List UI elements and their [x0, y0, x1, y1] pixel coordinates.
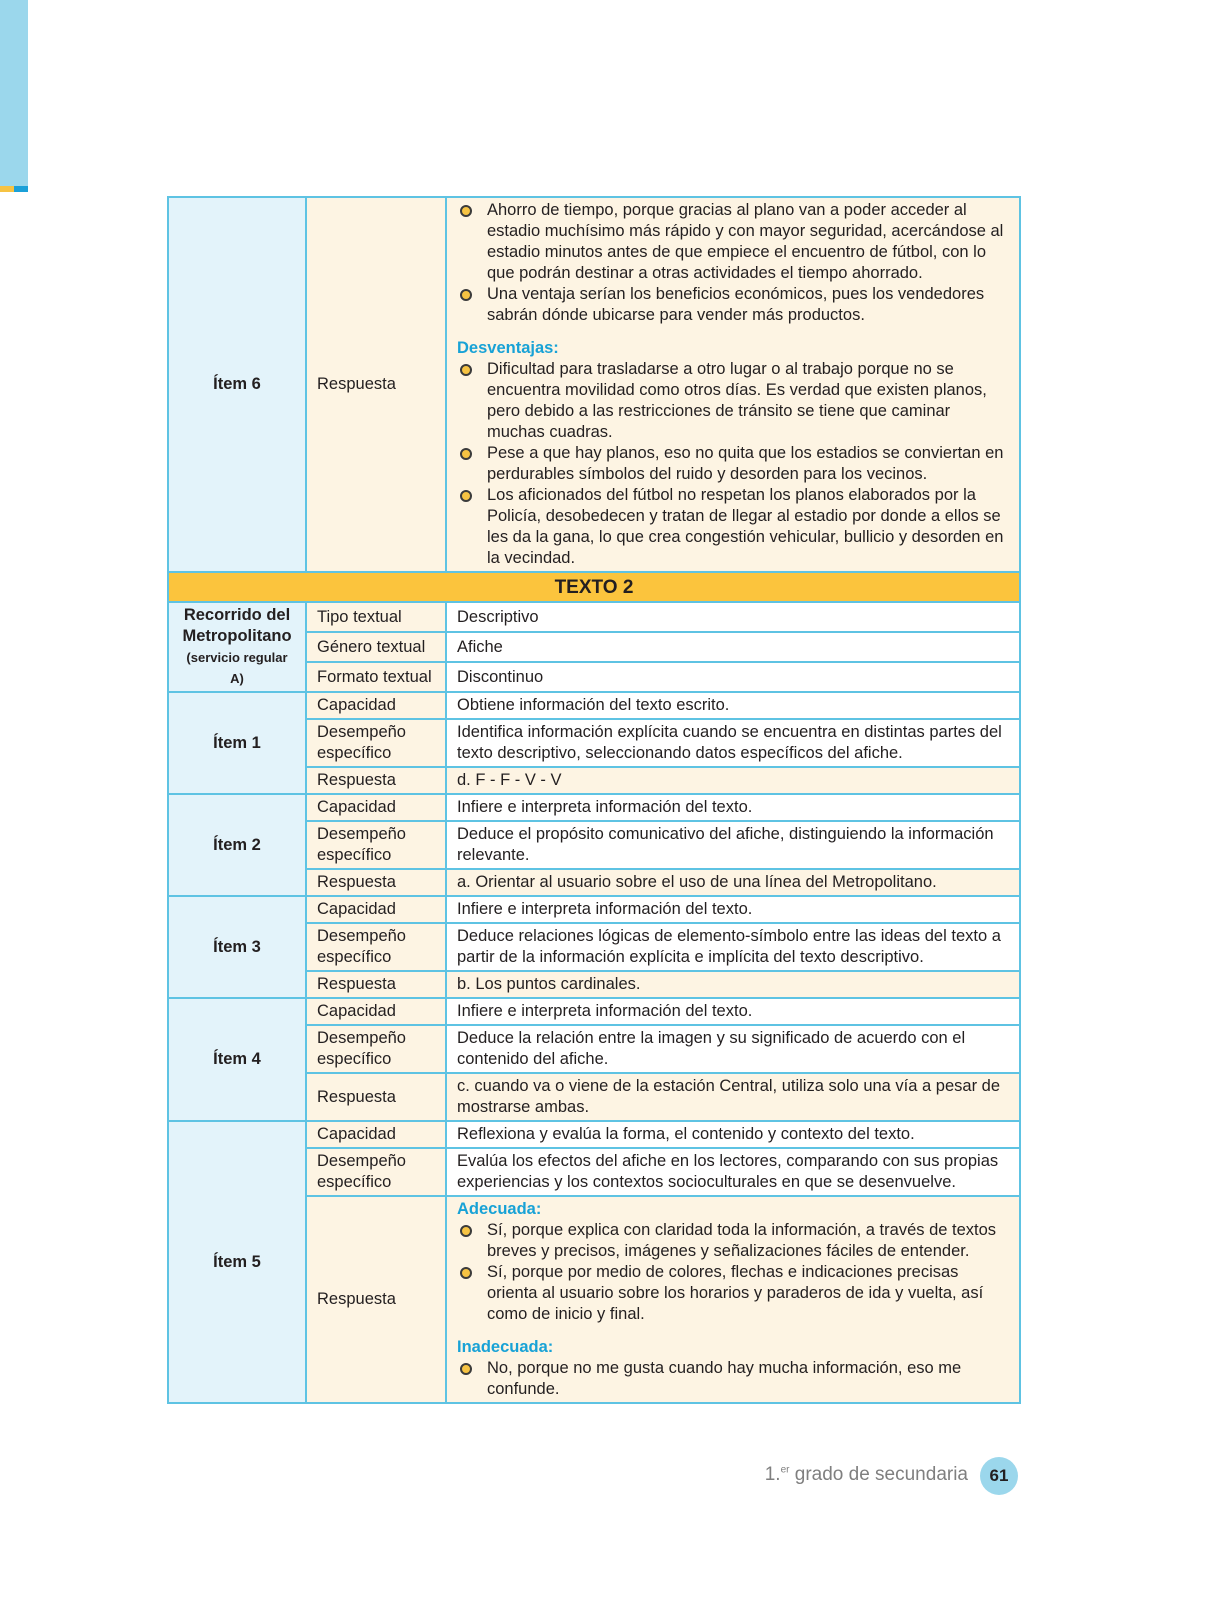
- bullet-icon: [460, 1267, 472, 1279]
- inadecuada-list: [457, 1358, 1009, 1400]
- list-item: Sí, porque por medio de colores, flechas e indicaciones precisas orienta al usuario sobre los horarios y paraderos de ida y vuelta, así como de inicio y final.: [457, 1262, 1009, 1325]
- item6-answer: [446, 197, 1020, 572]
- capacidad-value: Infiere e interpreta información del texto.: [446, 998, 1020, 1025]
- table-row: [168, 692, 1020, 719]
- adecuada-list: [457, 1220, 1009, 1325]
- capacidad-value: Reflexiona y evalúa la forma, el contenido y contexto del texto.: [446, 1121, 1020, 1148]
- side-decoration-blue: [14, 186, 28, 192]
- desempeno-label: Desempeño específico: [306, 719, 446, 767]
- list-item: Dificultad para trasladarse a otro lugar o al trabajo porque no se encuentra movilidad como otros días. Es verdad que existen planos, pero debido a las restricciones de tránsito se tiene que caminar muchas cuadras.: [457, 359, 1009, 443]
- row-label: Tipo textual: [306, 602, 446, 632]
- capacidad-value: Infiere e interpreta información del texto.: [446, 896, 1020, 923]
- capacidad-label: Capacidad: [306, 1121, 446, 1148]
- bullet-icon: [460, 490, 472, 502]
- item6-row: [168, 197, 1020, 572]
- table-row: [168, 794, 1020, 821]
- item6-label: Ítem 6: [168, 197, 306, 572]
- respuesta-value: c. cuando va o viene de la estación Central, utiliza solo una vía a pesar de mostrarse ambas.: [446, 1073, 1020, 1121]
- text2-title: Recorrido del Metropolitano (servicio regular A): [168, 602, 306, 692]
- desempeno-label: Desempeño específico: [306, 1025, 446, 1073]
- capacidad-label: Capacidad: [306, 998, 446, 1025]
- bullet-icon: [460, 289, 472, 301]
- bullet-icon: [460, 1363, 472, 1375]
- desempeno-value: Deduce relaciones lógicas de elemento-símbolo entre las ideas del texto a partir de la información explícita e implícita del texto descriptivo.: [446, 923, 1020, 971]
- side-decoration-yellow: [0, 186, 14, 192]
- list-item: Ahorro de tiempo, porque gracias al plano van a poder acceder al estadio muchísimo más rápido y con mayor seguridad, acercándose al estadio minutos antes de que empiece el encuentro de fútbol, con lo que podrán destinar a otras actividades el tiempo ahorrado.: [457, 200, 1009, 284]
- inadecuada-heading: Inadecuada:: [457, 1338, 554, 1356]
- capacidad-label: Capacidad: [306, 794, 446, 821]
- item-label: Ítem 3: [168, 896, 306, 998]
- capacidad-value: Obtiene información del texto escrito.: [446, 692, 1020, 719]
- answer-key-table: [167, 196, 1021, 1404]
- desempeno-label: Desempeño específico: [306, 1148, 446, 1196]
- table-row: [168, 602, 1020, 632]
- capacidad-label: Capacidad: [306, 896, 446, 923]
- bullet-icon: [460, 205, 472, 217]
- side-decoration-strip: [0, 0, 28, 186]
- item-label: Ítem 2: [168, 794, 306, 896]
- section-banner: TEXTO 2: [168, 572, 1020, 602]
- table-row: [168, 896, 1020, 923]
- respuesta-value: d. F - F - V - V: [446, 767, 1020, 794]
- list-item: No, porque no me gusta cuando hay mucha información, eso me confunde.: [457, 1358, 1009, 1400]
- respuesta-label: Respuesta: [306, 1073, 446, 1121]
- page-number: 61: [980, 1457, 1018, 1495]
- capacidad-value: Infiere e interpreta información del texto.: [446, 794, 1020, 821]
- list-item: Pese a que hay planos, eso no quita que los estadios se conviertan en perdurables símbolos del ruido y desorden para los vecinos.: [457, 443, 1009, 485]
- respuesta-value: b. Los puntos cardinales.: [446, 971, 1020, 998]
- desempeno-value: Identifica información explícita cuando se encuentra en distintas partes del texto descriptivo, seleccionando datos específicos del afiche.: [446, 719, 1020, 767]
- list-item: Una ventaja serían los beneficios económicos, pues los vendedores sabrán dónde ubicarse para vender más productos.: [457, 284, 1009, 326]
- list-item: Sí, porque explica con claridad toda la información, a través de textos breves y precisos, imágenes y señalizaciones fáciles de entender.: [457, 1220, 1009, 1262]
- item5-answer: [446, 1196, 1020, 1403]
- item6-respuesta-label: Respuesta: [306, 197, 446, 572]
- list-item: Los aficionados del fútbol no respetan los planos elaborados por la Policía, desobedecen y tratan de llegar al estadio por donde a ellos se les da la gana, lo que crea congestión vehicular, bullicio y desorden en la vecindad.: [457, 485, 1009, 569]
- desempeno-label: Desempeño específico: [306, 923, 446, 971]
- respuesta-label: Respuesta: [306, 1196, 446, 1403]
- row-label: Género textual: [306, 632, 446, 662]
- footer-grade: 1.$^{er}$ grado de secundaria: [764, 1464, 968, 1485]
- row-value: Descriptivo: [446, 602, 1020, 632]
- table-row: [168, 1121, 1020, 1148]
- item-label: Ítem 4: [168, 998, 306, 1121]
- item-label: Ítem 1: [168, 692, 306, 794]
- disadvantages-list: [457, 359, 1009, 569]
- banner-row: [168, 572, 1020, 602]
- desempeno-value: Deduce la relación entre la imagen y su significado de acuerdo con el contenido del afiche.: [446, 1025, 1020, 1073]
- row-label: Formato textual: [306, 662, 446, 692]
- advantages-list: [457, 200, 1009, 326]
- desempeno-value: Deduce el propósito comunicativo del afiche, distinguiendo la información relevante.: [446, 821, 1020, 869]
- respuesta-label: Respuesta: [306, 767, 446, 794]
- desempeno-label: Desempeño específico: [306, 821, 446, 869]
- item-label: Ítem 5: [168, 1121, 306, 1403]
- bullet-icon: [460, 1225, 472, 1237]
- respuesta-label: Respuesta: [306, 869, 446, 896]
- row-value: Discontinuo: [446, 662, 1020, 692]
- respuesta-value: a. Orientar al usuario sobre el uso de una línea del Metropolitano.: [446, 869, 1020, 896]
- bullet-icon: [460, 364, 472, 376]
- row-value: Afiche: [446, 632, 1020, 662]
- adecuada-heading: Adecuada:: [457, 1200, 542, 1218]
- disadvantages-heading: Desventajas:: [457, 339, 559, 357]
- capacidad-label: Capacidad: [306, 692, 446, 719]
- respuesta-label: Respuesta: [306, 971, 446, 998]
- bullet-icon: [460, 448, 472, 460]
- table-row: [168, 998, 1020, 1025]
- desempeno-value: Evalúa los efectos del afiche en los lectores, comparando con sus propias experiencias y los contextos socioculturales en que se desenvuelve.: [446, 1148, 1020, 1196]
